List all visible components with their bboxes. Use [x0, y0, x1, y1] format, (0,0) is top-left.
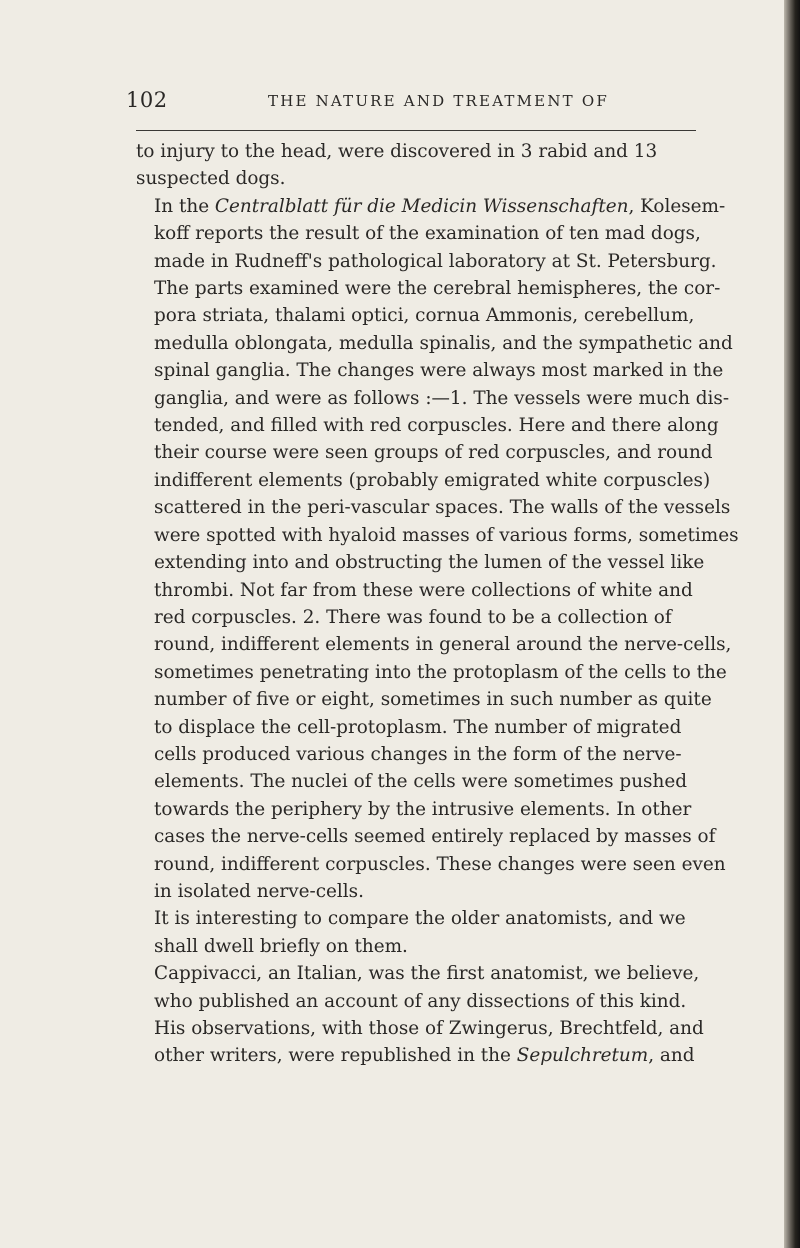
paragraph-4	[136, 960, 716, 1070]
text-line: The parts examined were the cerebral hemispheres, the cor-	[154, 278, 721, 300]
text-line: His observations, with those of Zwingerus, Brechtfeld, and	[154, 1018, 704, 1039]
text-line: red corpuscles. 2. There was found to be a collection of	[154, 606, 672, 628]
text-line: In the Centralblatt für die Medicin Wissenschaften, Kolesem-	[154, 195, 726, 217]
text-line: were spotted with hyaloid masses of various forms, sometimes	[154, 524, 739, 546]
text-line: their course were seen groups of red corpuscles, and round	[154, 442, 713, 464]
text-line: thrombi. Not far from these were collections of white and	[154, 579, 693, 601]
text-line: made in Rudneff's pathological laboratory at St. Petersburg.	[154, 250, 717, 272]
text-line: round, indifferent corpuscles. These changes were seen even	[154, 853, 726, 875]
text-line: koff reports the result of the examination of ten mad dogs,	[154, 223, 701, 245]
text-line: pora striata, thalami optici, cornua Ammonis, cerebellum,	[154, 305, 695, 327]
text-line: who published an account of any dissections of this kind.	[154, 990, 687, 1012]
text-line: medulla oblongata, medulla spinalis, and the sympathetic and	[154, 332, 733, 354]
text-line: extending into and obstructing the lumen of the vessel like	[154, 552, 705, 574]
text-line: in isolated nerve-cells.	[154, 880, 364, 902]
body-text	[136, 138, 739, 1070]
text-line: to displace the cell-protoplasm. The number of migrated	[154, 716, 682, 738]
text-line: tended, and filled with red corpuscles. Here and there along	[154, 415, 719, 437]
text-line: scattered in the peri-vascular spaces. The walls of the vessels	[154, 497, 731, 519]
italic-title: Sepulchretum	[516, 1045, 649, 1067]
text-line: It is interesting to compare the older anatomists, and we	[154, 908, 686, 930]
text-line: shall dwell briefly on them.	[154, 935, 408, 957]
text-line: Cappivacci, an Italian, was the first anatomist, we believe,	[154, 963, 700, 985]
text-line: spinal ganglia. The changes were always most marked in the	[154, 360, 724, 382]
page-header	[120, 88, 710, 118]
paragraph-1	[136, 138, 716, 193]
page-edge-shadow	[784, 0, 800, 1248]
page-number: 102	[126, 88, 168, 112]
running-head: THE NATURE AND TREATMENT OF	[268, 92, 609, 110]
text-line: cases the nerve-cells seemed entirely replaced by masses of	[154, 826, 716, 848]
text-line: suspected dogs.	[136, 168, 286, 190]
text-line: elements. The nuclei of the cells were sometimes pushed	[154, 771, 687, 793]
text-line: indifferent elements (probably emigrated white corpuscles)	[154, 469, 711, 491]
text-line: number of five or eight, sometimes in such number as quite	[154, 689, 712, 711]
italic-title: Centralblatt für die Medicin Wissenschaften	[214, 195, 629, 217]
text-line: ganglia, and were as follows :—1. The vessels were much dis-	[154, 387, 730, 409]
text-line: cells produced various changes in the form of the nerve-	[154, 743, 682, 765]
text-line: to injury to the head, were discovered in 3 rabid and 13	[136, 141, 658, 162]
text-line: sometimes penetrating into the protoplasm of the cells to the	[154, 661, 727, 683]
paragraph-2	[136, 193, 739, 906]
text-line: towards the periphery by the intrusive elements. In other	[154, 798, 692, 820]
paragraph-3	[136, 905, 716, 960]
header-rule	[136, 130, 696, 131]
text-line: other writers, were republished in the Sepulchretum, and	[154, 1045, 695, 1067]
text-line: round, indifferent elements in general around the nerve-cells,	[154, 634, 732, 656]
